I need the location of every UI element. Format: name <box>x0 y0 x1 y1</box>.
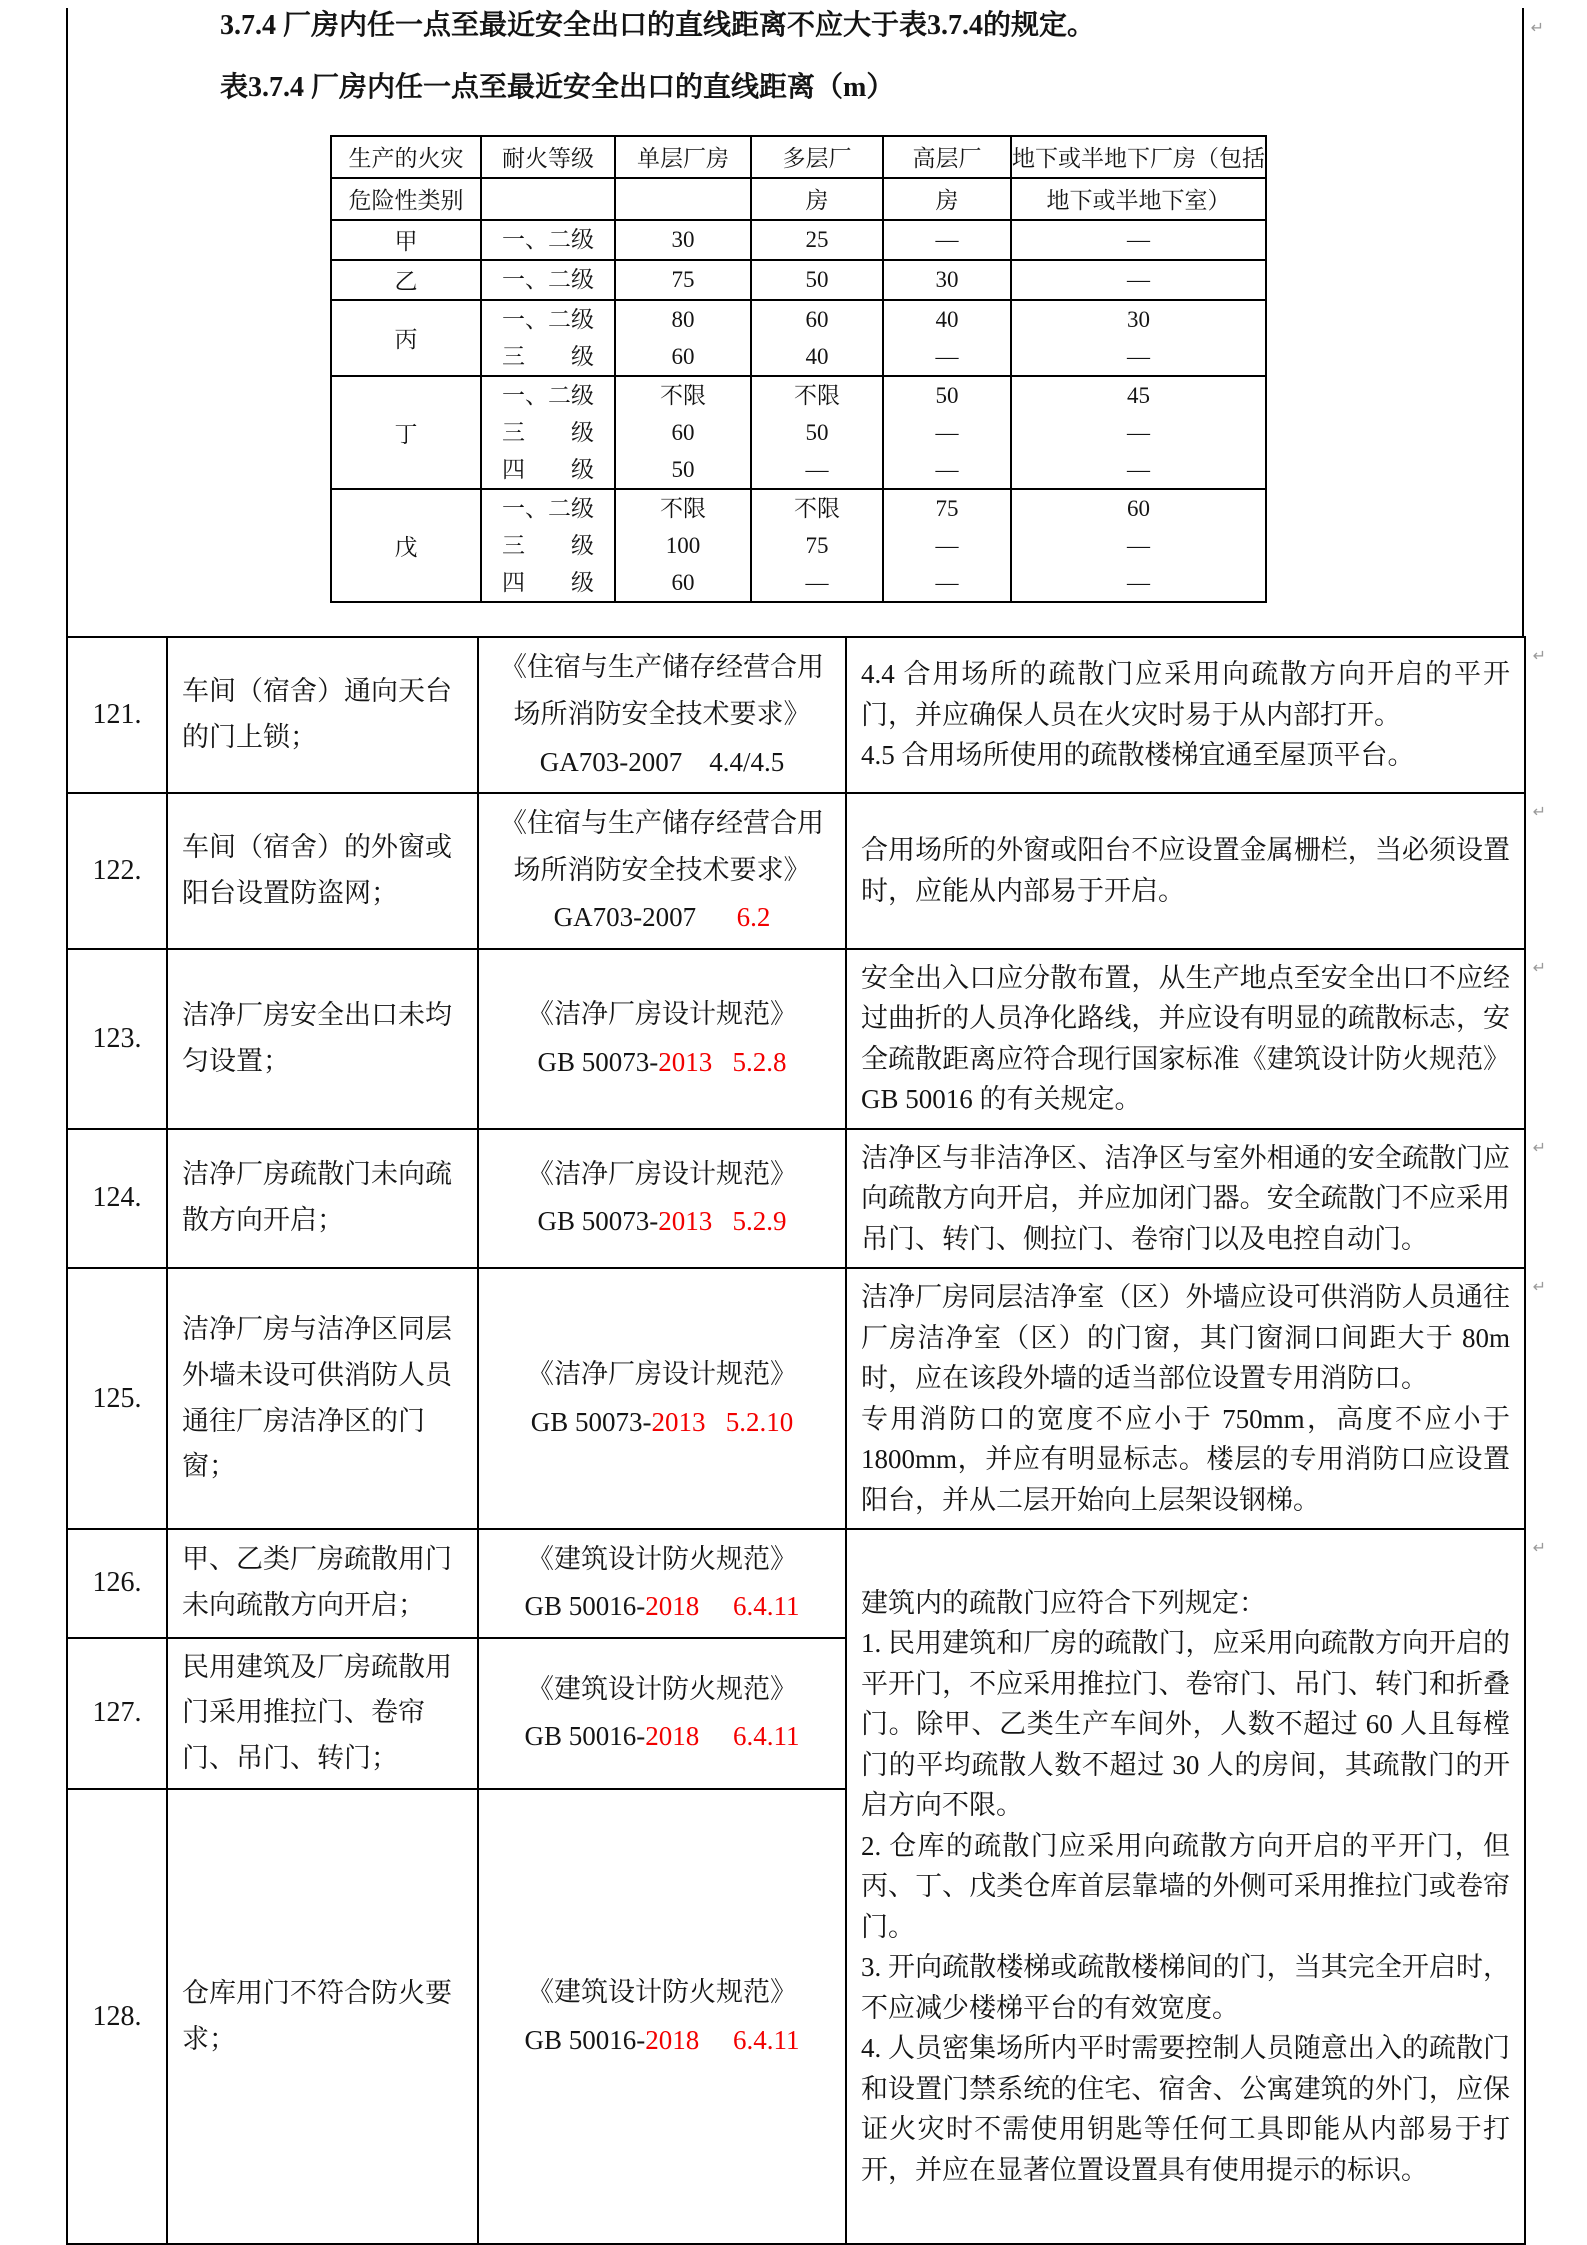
standard-title: 《洁净厂房设计规范》 <box>527 1159 797 1189</box>
standard-title: 《住宿与生产储存经营合用场所消防安全技术要求》 <box>500 807 824 885</box>
paragraph-return-mark: ↵ <box>1530 18 1544 37</box>
underground-value: 60 — — <box>1011 489 1266 602</box>
underground-value: — <box>1011 260 1266 300</box>
document-table-area <box>66 0 1546 2245</box>
issue-number: 121. <box>67 637 167 793</box>
issue-description: 民用建筑及厂房疏散用门采用推拉门、卷帘门、吊门、转门； <box>167 1638 478 1790</box>
standard-code-red: 2013 5.2.8 <box>658 1046 787 1077</box>
standard-code-red: 2018 6.4.11 <box>645 2024 800 2055</box>
standard-title: 《建筑设计防火规范》 <box>527 1544 797 1574</box>
requirement-text: ↵ 4.4 合用场所的疏散门应采用向疏散方向开启的平开门，并应确保人员在火灾时易于从内部打开。 4.5 合用场所使用的疏散楼梯宜通至屋顶平台。 <box>846 637 1525 793</box>
paragraph-return-mark: ↵ <box>1532 646 1546 665</box>
header-underground-2: 地下或半地下室） <box>1011 178 1266 220</box>
standard-code: GB 50016-2018 6.4.11 <box>524 2024 800 2055</box>
issue-number: 128. <box>67 1789 167 2244</box>
standard-code: GB 50016-2018 6.4.11 <box>524 1591 800 1622</box>
standard-reference <box>478 637 846 793</box>
high-rise-value: 30 <box>883 260 1011 300</box>
issue-description: 车间（宿舍）通向天台的门上锁； <box>167 637 478 793</box>
fire-category: 丁 <box>331 376 481 489</box>
single-storey-value: 75 <box>615 260 751 300</box>
standard-code-red: 2013 5.2.9 <box>658 1206 787 1237</box>
paragraph-return-mark: ↵ <box>1532 957 1546 977</box>
standard-code: GA703-2007 6.2 <box>553 902 771 933</box>
section-3-7-4-cell <box>66 8 1544 636</box>
underground-value: — <box>1011 220 1266 260</box>
header-multi-storey-2: 房 <box>751 178 883 220</box>
standard-code-red: 2013 5.2.10 <box>651 1406 794 1437</box>
requirement-text: ↵ 合用场所的外窗或阳台不应设置金属栅栏，当必须设置时，应能从内部易于开启。 <box>846 793 1525 949</box>
fire-resistance-grade: 一、二级 三 级 <box>481 300 615 376</box>
multi-storey-value: 25 <box>751 220 883 260</box>
distance-row-yi <box>331 260 1266 300</box>
standard-code-red: 2018 6.4.11 <box>645 1721 800 1752</box>
fire-resistance-grade: 一、二级 <box>481 220 615 260</box>
standard-reference <box>478 1268 846 1529</box>
multi-storey-value: 60 40 <box>751 300 883 376</box>
distance-table-caption: 表3.7.4 厂房内任一点至最近安全出口的直线距离（m） <box>220 72 895 104</box>
standard-code: GB 50073-2013 5.2.9 <box>537 1206 787 1237</box>
standard-code: GA703-2007 4.4/4.5 <box>539 746 785 777</box>
issue-row-124 <box>67 1129 1525 1269</box>
standard-reference <box>478 793 846 949</box>
multi-storey-value: 不限 50 — <box>751 376 883 489</box>
standard-title: 《住宿与生产储存经营合用场所消防安全技术要求》 <box>500 652 824 730</box>
distance-row-wu <box>331 489 1266 602</box>
multi-storey-value: 50 <box>751 260 883 300</box>
standard-title: 《建筑设计防火规范》 <box>527 1977 797 2008</box>
issue-description: 洁净厂房疏散门未向疏散方向开启； <box>167 1129 478 1269</box>
issue-row-126 <box>67 1529 1525 1638</box>
header-underground: 地下或半地下厂房（包括 <box>1011 136 1266 178</box>
standard-title: 《洁净厂房设计规范》 <box>527 1359 797 1390</box>
underground-value: 30 — <box>1011 300 1266 376</box>
issue-row-125 <box>67 1268 1525 1529</box>
single-storey-value: 80 60 <box>615 300 751 376</box>
issue-number: 123. <box>67 949 167 1129</box>
single-storey-value: 不限 100 60 <box>615 489 751 602</box>
issue-description: 洁净厂房安全出口未均匀设置； <box>167 949 478 1129</box>
issue-number: 124. <box>67 1129 167 1269</box>
distance-row-jia <box>331 220 1266 260</box>
fire-category: 甲 <box>331 220 481 260</box>
standard-code-red: 6.2 <box>736 902 771 933</box>
requirement-text: ↵ 洁净厂房同层洁净室（区）外墙应设可供消防人员通往厂房洁净室（区）的门窗，其门窗洞口间距大于 80m 时，应在该段外墙的适当部位设置专用消防口。 专用消防口的宽度不应小于 750mm，高度不应小于 1800mm，并应有明显标志。楼层的专用消防口应设置阳台，并从二层开始向上层架设钢梯。 <box>846 1268 1525 1529</box>
issues-table <box>66 636 1546 2245</box>
issue-row-123 <box>67 949 1525 1129</box>
header-blank <box>615 178 751 220</box>
header-high-rise-2: 房 <box>883 178 1011 220</box>
high-rise-value: 50 — — <box>883 376 1011 489</box>
standard-reference <box>478 1638 846 1790</box>
standard-code: GB 50073-2013 5.2.8 <box>537 1046 787 1077</box>
multi-storey-value: 不限 75 — <box>751 489 883 602</box>
paragraph-return-mark: ↵ <box>1532 801 1546 821</box>
distance-header-row-2 <box>331 178 1266 220</box>
standard-reference <box>478 1789 846 2244</box>
header-fire-category: 生产的火灾 <box>331 136 481 178</box>
distance-row-ding <box>331 376 1266 489</box>
issue-description: 车间（宿舍）的外窗或阳台设置防盗网； <box>167 793 478 949</box>
standard-title: 《洁净厂房设计规范》 <box>527 999 797 1030</box>
header-single-storey: 单层厂房 <box>615 136 751 178</box>
distance-table <box>330 135 1267 603</box>
issue-number: 126. <box>67 1529 167 1638</box>
issue-row-121 <box>67 637 1525 793</box>
standard-reference <box>478 1129 846 1269</box>
high-rise-value: 75 — — <box>883 489 1011 602</box>
fire-category: 戊 <box>331 489 481 602</box>
fire-resistance-grade: 一、二级 三 级 四 级 <box>481 376 615 489</box>
requirement-text: ↵ 安全出入口应分散布置，从生产地点至安全出口不应经过曲折的人员净化路线，并应设有明显的疏散标志，安全疏散距离应符合现行国家标准《建筑设计防火规范》GB 50016 的有关规定。 <box>846 949 1525 1129</box>
fire-category: 丙 <box>331 300 481 376</box>
header-blank <box>481 178 615 220</box>
underground-value: 45 — — <box>1011 376 1266 489</box>
paragraph-return-mark: ↵ <box>1532 1137 1546 1157</box>
single-storey-value: 30 <box>615 220 751 260</box>
standard-code: GB 50073-2013 5.2.10 <box>530 1406 794 1437</box>
distance-header-row-1 <box>331 136 1266 178</box>
issue-number: 122. <box>67 793 167 949</box>
fire-category: 乙 <box>331 260 481 300</box>
issue-description: 洁净厂房与洁净区同层外墙未设可供消防人员通往厂房洁净区的门窗； <box>167 1268 478 1529</box>
section-heading: 3.7.4 厂房内任一点至最近安全出口的直线距离不应大于表3.7.4的规定。 <box>220 10 1096 41</box>
standard-code-red: 2018 6.4.11 <box>645 1591 800 1622</box>
issue-number: 125. <box>67 1268 167 1529</box>
issue-row-122 <box>67 793 1525 949</box>
single-storey-value: 不限 60 50 <box>615 376 751 489</box>
standard-reference <box>478 1529 846 1638</box>
paragraph-return-mark: ↵ <box>1532 1277 1546 1296</box>
paragraph-return-mark: ↵ <box>1532 1538 1546 1557</box>
requirement-text: ↵ 洁净区与非洁净区、洁净区与室外相通的安全疏散门应向疏散方向开启，并应加闭门器。安全疏散门不应采用吊门、转门、侧拉门、卷帘门以及电控自动门。 <box>846 1129 1525 1269</box>
high-rise-value: — <box>883 220 1011 260</box>
fire-resistance-grade: 一、二级 三 级 四 级 <box>481 489 615 602</box>
standard-code: GB 50016-2018 6.4.11 <box>524 1721 800 1752</box>
issue-number: 127. <box>67 1638 167 1790</box>
high-rise-value: 40 — <box>883 300 1011 376</box>
fire-resistance-grade: 一、二级 <box>481 260 615 300</box>
header-multi-storey: 多层厂 <box>751 136 883 178</box>
issue-description: 仓库用门不符合防火要求； <box>167 1789 478 2244</box>
standard-title: 《建筑设计防火规范》 <box>527 1674 797 1705</box>
header-fire-resistance: 耐火等级 <box>481 136 615 178</box>
issue-description: 甲、乙类厂房疏散用门未向疏散方向开启； <box>167 1529 478 1638</box>
standard-reference <box>478 949 846 1129</box>
requirement-text-merged: ↵ 建筑内的疏散门应符合下列规定： 1. 民用建筑和厂房的疏散门，应采用向疏散方向开启的平开门，不应采用推拉门、卷帘门、吊门、转门和折叠门。除甲、乙类生产车间外，人数不超过 60 人且每樘门的平均疏散人数不超过 30 人的房间，其疏散门的开启方向不限。 2. 仓库的疏散门应采用向疏散方向开启的平开门，但丙、丁、戊类仓库首层靠墙的外侧可采用推拉门或卷帘门。 3. 开向疏散楼梯或疏散楼梯间的门，当其完全开启时，不应减少楼梯平台的有效宽度。 4. 人员密集场所内平时需要控制人员随意出入的疏散门和设置门禁系统的住宅、宿舍、公寓建筑的外门，应保证火灾时不需使用钥匙等任何工具即能从内部易于打开，并应在显著位置设置具有使用提示的标识。 <box>846 1529 1525 2244</box>
header-fire-category-2: 危险性类别 <box>331 178 481 220</box>
header-high-rise: 高层厂 <box>883 136 1011 178</box>
distance-row-bing <box>331 300 1266 376</box>
